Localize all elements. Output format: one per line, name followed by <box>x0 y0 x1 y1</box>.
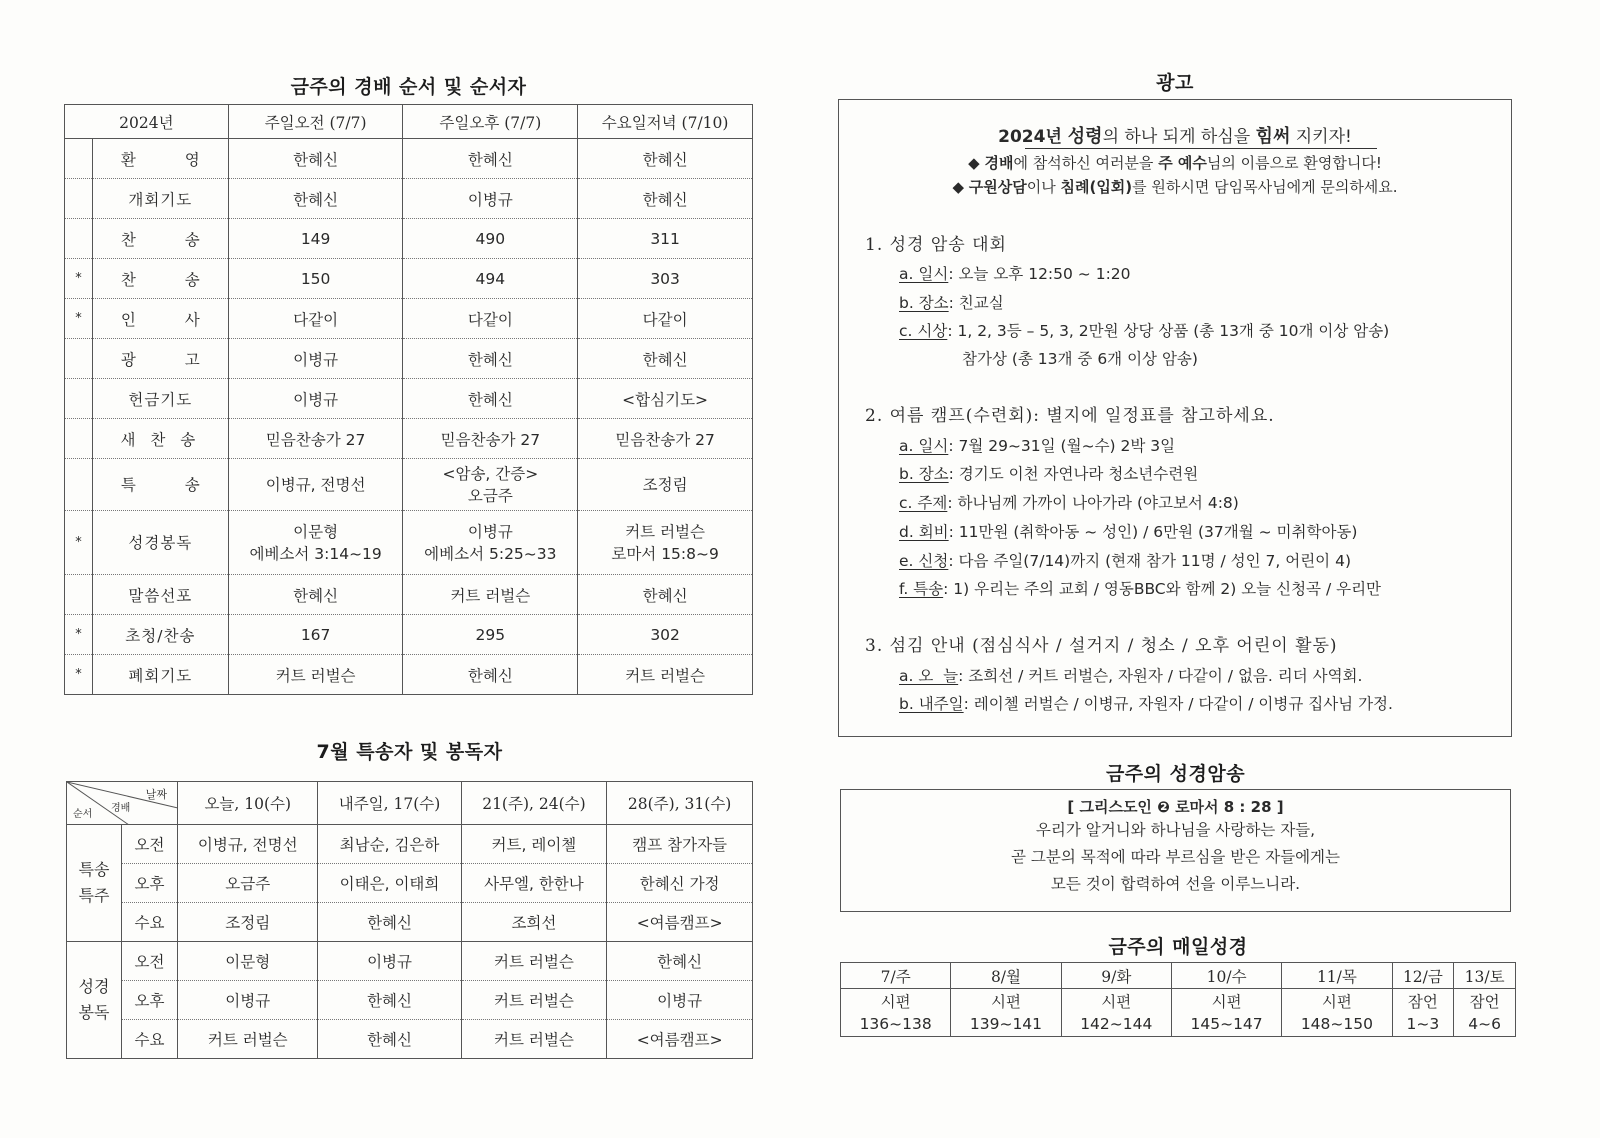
order-row <box>65 575 753 615</box>
july-header-date: 오늘, 10(수) <box>178 782 318 825</box>
order-cell: 다같이 <box>578 299 753 339</box>
standing-mark: * <box>65 259 93 299</box>
verse-reference: [ 그리스도인 ❷ 로마서 8 : 28 ] <box>1067 798 1284 816</box>
july-row <box>67 903 753 942</box>
order-cell: 다같이 <box>403 299 578 339</box>
chapter-range: 136~138 <box>859 1014 932 1033</box>
order-cell: 한혜신 <box>228 575 403 615</box>
bullet-emphasis: 주 예수 <box>1158 154 1207 172</box>
item-text: : 조희선 / 커트 러벌슨, 자원자 / 다같이 / 없음. 리더 사역회. <box>958 667 1363 685</box>
july-header-date: 내주일, 17(수) <box>318 782 461 825</box>
july-row <box>67 981 753 1020</box>
reading-cell <box>1282 989 1392 1037</box>
daily-title: 금주의 매일성경 <box>1108 936 1248 958</box>
order-label: 헌금기도 <box>92 379 228 419</box>
standing-mark <box>65 339 93 379</box>
order-cell <box>403 459 578 511</box>
order-cell: 490 <box>403 219 578 259</box>
ad-item <box>899 462 1198 484</box>
day-header: 8/월 <box>951 963 1061 989</box>
standing-mark <box>65 139 93 179</box>
order-label: 말씀선포 <box>92 575 228 615</box>
order-cell: 믿음찬송가 27 <box>578 419 753 459</box>
day-header: 12/금 <box>1392 963 1454 989</box>
order-cell: 302 <box>578 615 753 655</box>
verse-line: 모든 것이 합력하여 선을 이루느니라. <box>1050 875 1301 893</box>
daily-header-row <box>841 963 1516 989</box>
order-label: 인 사 <box>92 299 228 339</box>
special-song-performer: 오금주 <box>467 486 513 505</box>
welcome-bullet <box>839 152 1511 173</box>
order-cell: 한혜신 <box>403 139 578 179</box>
july-row <box>67 864 753 903</box>
standing-mark: * <box>65 299 93 339</box>
order-cell: 조정림 <box>578 459 753 511</box>
order-label: 광 고 <box>92 339 228 379</box>
order-row <box>65 511 753 575</box>
order-cell: 494 <box>403 259 578 299</box>
order-row <box>65 219 753 259</box>
bullet-emphasis: 구원상담 <box>968 178 1027 196</box>
order-header-sunday-am: 주일오전 (7/7) <box>228 105 403 139</box>
ad-item <box>899 291 1004 313</box>
july-header-date: 28(주), 31(수) <box>607 782 753 825</box>
group-label: 특송 <box>78 860 110 879</box>
order-label: 성경봉독 <box>92 511 228 575</box>
order-row <box>65 459 753 511</box>
july-cell: 이병규 <box>178 981 318 1020</box>
ads-title: 광고 <box>1156 72 1194 94</box>
order-row <box>65 419 753 459</box>
order-cell: 커트 러벌슨 <box>578 655 753 695</box>
order-header-year: 2024년 <box>65 105 229 139</box>
july-header-date: 21(주), 24(수) <box>461 782 607 825</box>
corner-date-label: 날짜 <box>145 788 167 801</box>
day-header: 9/화 <box>1061 963 1171 989</box>
order-label: 새 찬 송 <box>92 419 228 459</box>
order-cell: 한혜신 <box>578 139 753 179</box>
book-name: 잠언 <box>1469 992 1500 1011</box>
bullet-emphasis: 침례(입회) <box>1060 178 1133 196</box>
book-name: 시편 <box>1321 992 1352 1011</box>
book-name: 시편 <box>1211 992 1242 1011</box>
chapter-range: 142~144 <box>1080 1014 1153 1033</box>
order-cell: 다같이 <box>228 299 403 339</box>
july-cell: 최남순, 김은하 <box>318 825 461 864</box>
order-cell: 한혜신 <box>578 575 753 615</box>
standing-mark <box>65 419 93 459</box>
chapter-range: 148~150 <box>1300 1014 1373 1033</box>
day-header: 7/주 <box>841 963 951 989</box>
july-cell: 이문형 <box>178 942 318 981</box>
order-cell: 이병규 <box>228 339 403 379</box>
scripture-ref: 에베소서 3:14~19 <box>249 544 382 563</box>
standing-mark: * <box>65 615 93 655</box>
section-service-guide: 3. 섬김 안내 (점심식사 / 설거지 / 청소 / 오후 어린이 활동) <box>865 636 1338 656</box>
special-song-type: <암송, 간증> <box>442 464 539 483</box>
reader-name: 이병규 <box>467 522 513 541</box>
item-text: : 친교실 <box>948 294 1004 312</box>
chapter-range: 139~141 <box>969 1014 1043 1033</box>
bullet-text: 님의 이름으로 환영합니다! <box>1206 154 1382 172</box>
july-header-row <box>67 782 753 825</box>
item-key: d. 회비 <box>899 523 949 541</box>
reader-name: 커트 러벌슨 <box>625 522 705 541</box>
book-name: 시편 <box>880 992 911 1011</box>
bullet-text: 에 참석하신 여러분을 <box>1013 154 1159 172</box>
reading-cell <box>1171 989 1281 1037</box>
service-label: 수요 <box>122 1020 178 1059</box>
service-label: 오전 <box>122 825 178 864</box>
verse-line: 우리가 알거니와 하나님을 사랑하는 자들, <box>1035 821 1316 839</box>
counseling-bullet <box>839 176 1511 197</box>
annual-motto <box>839 122 1511 148</box>
standing-mark: * <box>65 655 93 695</box>
order-row <box>65 379 753 419</box>
memory-verse-box <box>840 789 1511 912</box>
motto-emphasis: 성령 <box>1067 126 1103 147</box>
order-cell: 303 <box>578 259 753 299</box>
july-cell: 캠프 참가자들 <box>607 825 753 864</box>
service-label: 수요 <box>122 903 178 942</box>
scripture-ref: 로마서 15:8~9 <box>611 544 719 563</box>
service-label: 오후 <box>122 981 178 1020</box>
standing-mark <box>65 575 93 615</box>
day-header: 11/목 <box>1282 963 1392 989</box>
order-cell: 한혜신 <box>403 339 578 379</box>
reading-cell <box>1454 989 1516 1037</box>
scripture-ref: 에베소서 5:25~33 <box>424 544 557 563</box>
book-name: 잠언 <box>1407 992 1438 1011</box>
ad-item <box>899 319 1389 341</box>
order-cell <box>578 511 753 575</box>
chapter-range: 4~6 <box>1468 1014 1501 1033</box>
order-header-row <box>65 105 753 139</box>
july-cell: 커트 러벌슨 <box>178 1020 318 1059</box>
item-key: e. 신청 <box>899 552 949 570</box>
order-header-wednesday: 수요일저녁 (7/10) <box>578 105 753 139</box>
july-cell: 오금주 <box>178 864 318 903</box>
reading-cell <box>951 989 1061 1037</box>
order-cell: 한혜신 <box>578 339 753 379</box>
order-cell: 311 <box>578 219 753 259</box>
order-row <box>65 139 753 179</box>
motto-underline <box>1025 148 1377 149</box>
item-key: b. 장소 <box>899 465 949 483</box>
july-cell: 한혜신 <box>318 1020 461 1059</box>
reader-name: 이문형 <box>293 522 339 541</box>
book-name: 시편 <box>990 992 1021 1011</box>
motto-text: 의 하나 되게 하심을 <box>1102 127 1256 147</box>
item-text: : 11만원 (취학아동 ~ 성인) / 6만원 (37개월 ~ 미취학아동) <box>948 523 1358 541</box>
group-label: 성경 <box>78 977 110 996</box>
item-key: b. 내주일 <box>899 695 964 713</box>
july-row <box>67 1020 753 1059</box>
order-label: 환 영 <box>92 139 228 179</box>
order-cell <box>228 511 403 575</box>
july-cell: 이병규 <box>318 942 461 981</box>
item-key: a. 일시 <box>899 437 949 455</box>
worship-order-table <box>64 104 753 695</box>
july-cell: 조정림 <box>178 903 318 942</box>
standing-mark <box>65 379 93 419</box>
day-header: 10/수 <box>1171 963 1281 989</box>
book-name: 시편 <box>1101 992 1132 1011</box>
july-cell: 조희선 <box>461 903 607 942</box>
order-label: 찬 송 <box>92 219 228 259</box>
corner-order-label: 순서 <box>73 809 93 820</box>
standing-mark <box>65 179 93 219</box>
order-cell: 커트 러벌슨 <box>403 575 578 615</box>
diamond-icon: ◆ <box>968 154 980 172</box>
order-label: 초청/찬송 <box>92 615 228 655</box>
diamond-icon: ◆ <box>952 178 964 196</box>
item-text: : 다음 주일(7/14)까지 (현재 참가 11명 / 성인 7, 어린이 4) <box>948 552 1351 570</box>
day-header: 13/토 <box>1454 963 1516 989</box>
order-cell: 커트 러벌슨 <box>228 655 403 695</box>
july-cell: 한혜신 <box>318 981 461 1020</box>
ad-item <box>899 664 1362 686</box>
order-cell: <합심기도> <box>578 379 753 419</box>
item-text: : 1, 2, 3등 – 5, 3, 2만원 상당 상품 (총 13개 중 10개 이상 암송) <box>947 322 1390 340</box>
order-row <box>65 655 753 695</box>
order-row <box>65 179 753 219</box>
order-label: 개회기도 <box>92 179 228 219</box>
item-text: : 레이첼 러벌슨 / 이병규, 자원자 / 다같이 / 이병규 집사님 가정. <box>963 695 1393 713</box>
order-cell: 이병규, 전명선 <box>228 459 403 511</box>
service-label: 오전 <box>122 942 178 981</box>
bullet-text: 를 원하시면 담임목사님에게 문의하세요. <box>1132 178 1398 196</box>
order-row <box>65 259 753 299</box>
order-cell: 150 <box>228 259 403 299</box>
standing-mark <box>65 219 93 259</box>
motto-text: 지키자! <box>1290 127 1352 147</box>
ad-item <box>899 434 1175 456</box>
item-text: : 오늘 오후 12:50 ~ 1:20 <box>948 265 1131 283</box>
order-row <box>65 615 753 655</box>
order-header-sunday-pm: 주일오후 (7/7) <box>403 105 578 139</box>
july-cell: 커트 러벌슨 <box>461 1020 607 1059</box>
item-text: : 7월 29~31일 (월~수) 2박 3일 <box>948 437 1176 455</box>
july-cell: 이태은, 이태희 <box>318 864 461 903</box>
order-row <box>65 339 753 379</box>
item-key: c. 주제 <box>899 494 948 512</box>
ad-item <box>899 520 1357 542</box>
ad-item <box>899 549 1351 571</box>
order-row <box>65 299 753 339</box>
order-cell: 믿음찬송가 27 <box>228 419 403 459</box>
item-text: : 경기도 이천 자연나라 청소년수련원 <box>948 465 1199 483</box>
july-title: 7월 특송자 및 봉독자 <box>316 741 503 763</box>
july-cell: 이병규 <box>607 981 753 1020</box>
july-cell: <여름캠프> <box>607 1020 753 1059</box>
july-cell: 사무엘, 한한나 <box>461 864 607 903</box>
july-schedule-table <box>66 781 753 1059</box>
ad-item <box>899 692 1393 714</box>
order-cell: 167 <box>228 615 403 655</box>
order-cell: 한혜신 <box>403 379 578 419</box>
reading-cell <box>1061 989 1171 1037</box>
order-cell: 295 <box>403 615 578 655</box>
order-cell: 이병규 <box>228 379 403 419</box>
july-cell: 커트, 레이첼 <box>461 825 607 864</box>
order-cell <box>403 511 578 575</box>
order-cell: 한혜신 <box>228 179 403 219</box>
daily-reading-row <box>841 989 1516 1037</box>
verse-line: 곧 그분의 목적에 따라 부르심을 받은 자들에게는 <box>1010 848 1341 866</box>
group-special-song <box>67 825 122 942</box>
motto-emphasis: 힘써 <box>1255 126 1291 147</box>
motto-year: 2024년 <box>998 127 1068 147</box>
bullet-emphasis: 경배 <box>984 154 1014 172</box>
standing-mark: * <box>65 511 93 575</box>
service-label: 오후 <box>122 864 178 903</box>
july-cell: 한혜신 <box>318 903 461 942</box>
ad-item <box>899 491 1239 513</box>
july-cell: 한혜신 가정 <box>607 864 753 903</box>
announcements-box <box>838 99 1512 737</box>
item-key: a. 일시 <box>899 265 949 283</box>
item-key: a. 오 늘 <box>899 667 959 685</box>
ad-item-continuation: 참가상 (총 13개 중 6개 이상 암송) <box>962 350 1198 368</box>
corner-header <box>67 782 178 825</box>
july-row <box>67 825 753 864</box>
ad-item <box>899 577 1381 599</box>
order-label: 특 송 <box>92 459 228 511</box>
section-summer-camp: 2. 여름 캠프(수련회): 별지에 일정표를 참고하세요. <box>865 406 1275 426</box>
july-cell: 한혜신 <box>607 942 753 981</box>
reading-cell <box>841 989 951 1037</box>
july-cell: 커트 러벌슨 <box>461 942 607 981</box>
order-cell: 이병규 <box>403 179 578 219</box>
order-cell: 149 <box>228 219 403 259</box>
order-label: 찬 송 <box>92 259 228 299</box>
order-cell: 믿음찬송가 27 <box>403 419 578 459</box>
july-cell: 이병규, 전명선 <box>178 825 318 864</box>
corner-service-label: 경배 <box>111 803 131 814</box>
july-cell: <여름캠프> <box>607 903 753 942</box>
item-key: b. 장소 <box>899 294 949 312</box>
item-key: c. 시상 <box>899 322 948 340</box>
chapter-range: 1~3 <box>1406 1014 1440 1033</box>
reading-cell <box>1392 989 1454 1037</box>
order-label: 폐회기도 <box>92 655 228 695</box>
section-bible-recitation: 1. 성경 암송 대회 <box>865 235 1007 255</box>
item-key: f. 특송 <box>899 580 944 598</box>
order-cell: 한혜신 <box>578 179 753 219</box>
order-cell: 한혜신 <box>403 655 578 695</box>
order-cell: 한혜신 <box>228 139 403 179</box>
chapter-range: 145~147 <box>1190 1014 1263 1033</box>
item-text: : 하나님께 가까이 나아가라 (야고보서 4:8) <box>947 494 1239 512</box>
bullet-text: 이나 <box>1026 178 1061 196</box>
group-label: 특주 <box>78 886 110 905</box>
standing-mark <box>65 459 93 511</box>
verse-title: 금주의 성경암송 <box>1105 763 1246 785</box>
daily-reading-table <box>840 962 1516 1037</box>
july-cell: 커트 러벌슨 <box>461 981 607 1020</box>
ad-item <box>899 262 1131 284</box>
order-title: 금주의 경배 순서 및 순서자 <box>290 76 527 98</box>
group-label: 봉독 <box>78 1003 110 1022</box>
july-row <box>67 942 753 981</box>
group-scripture-reading <box>67 942 122 1059</box>
item-text: : 1) 우리는 주의 교회 / 영동BBC와 함께 2) 오늘 신청곡 / 우리만 <box>943 580 1382 598</box>
